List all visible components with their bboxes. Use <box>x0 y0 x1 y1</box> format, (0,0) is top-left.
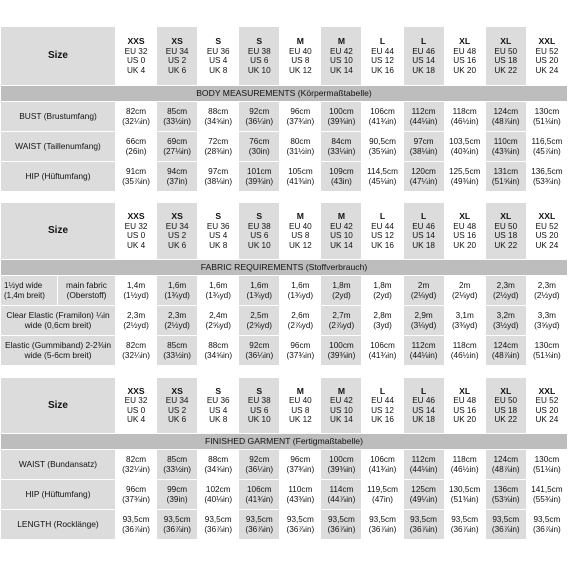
value-cell: 136,5cm (53¾in) <box>526 162 567 192</box>
size-header-label: Size <box>1 378 116 434</box>
value-cell: 118cm (46½in) <box>444 450 485 480</box>
fabric-section-title: FABRIC REQUIREMENTS (Stoffverbrauch) <box>1 260 568 276</box>
value-cell: 1,6m (1¾yd) <box>157 276 198 306</box>
value-cell: 99cm (39in) <box>157 480 198 510</box>
row-label: HIP (Hüftumfang) <box>1 162 116 192</box>
value-cell: 97cm (38⅛in) <box>403 132 444 162</box>
table-row <box>1 510 568 540</box>
value-cell: 93,5cm (36⅞in) <box>198 510 239 540</box>
size-header-row <box>1 203 568 260</box>
row-label: Clear Elastic (Framilon) ¼in wide (0,6cm breit) <box>1 306 116 336</box>
value-cell: 96cm (37¾in) <box>280 102 321 132</box>
size-col-7: L EU 46 US 14 UK 18 <box>403 27 444 86</box>
value-cell: 92cm (36¼in) <box>239 336 280 366</box>
value-cell: 93,5cm (36⅞in) <box>362 510 403 540</box>
value-cell: 130cm (51⅛in) <box>526 102 567 132</box>
value-cell: 119,5cm (47in) <box>362 480 403 510</box>
value-cell: 88cm (34⅝in) <box>198 336 239 366</box>
value-cell: 2,3m (2½yd) <box>485 276 526 306</box>
size-col-2: S EU 36 US 4 UK 8 <box>198 378 239 434</box>
table-row <box>1 306 568 336</box>
value-cell: 76cm (30in) <box>239 132 280 162</box>
value-cell: 96cm (37¾in) <box>280 450 321 480</box>
value-cell: 85cm (33½in) <box>157 102 198 132</box>
value-cell: 106cm (41¾in) <box>362 336 403 366</box>
table-row <box>1 450 568 480</box>
size-col-4: M EU 40 US 8 UK 12 <box>280 27 321 86</box>
value-cell: 112cm (44⅛in) <box>403 450 444 480</box>
row-label: Elastic (Gummiband) 2-2⅜in wide (5-6cm breit) <box>1 336 116 366</box>
size-col-3: S EU 38 US 6 UK 10 <box>239 27 280 86</box>
value-cell: 125cm (49¼in) <box>403 480 444 510</box>
value-cell: 93,5cm (36⅞in) <box>116 510 157 540</box>
value-cell: 130cm (51⅛in) <box>526 450 567 480</box>
row-label: LENGTH (Rocklänge) <box>1 510 116 540</box>
value-cell: 1,8m (2yd) <box>321 276 362 306</box>
size-col-9: XL EU 50 US 18 UK 22 <box>485 378 526 434</box>
value-cell: 2m (2⅛yd) <box>444 276 485 306</box>
size-col-5: M EU 42 US 10 UK 14 <box>321 378 362 434</box>
value-cell: 114,5cm (45⅛in) <box>362 162 403 192</box>
value-cell: 93,5cm (36⅞in) <box>485 510 526 540</box>
value-cell: 66cm (26in) <box>116 132 157 162</box>
value-cell: 93,5cm (36⅞in) <box>239 510 280 540</box>
value-cell: 2m (2⅛yd) <box>403 276 444 306</box>
value-cell: 130cm (51⅛in) <box>526 336 567 366</box>
value-cell: 100cm (39⅜in) <box>321 102 362 132</box>
value-cell: 100cm (39⅜in) <box>321 336 362 366</box>
value-cell: 80cm (31½in) <box>280 132 321 162</box>
table-row <box>1 276 568 306</box>
table-row <box>1 102 568 132</box>
fabric-requirements-table <box>0 202 568 366</box>
value-cell: 92cm (36¼in) <box>239 450 280 480</box>
value-cell: 1,6m (1¾yd) <box>280 276 321 306</box>
value-cell: 120cm (47¼in) <box>403 162 444 192</box>
size-col-0: XXS EU 32 US 0 UK 4 <box>116 378 157 434</box>
size-col-9: XL EU 50 US 18 UK 22 <box>485 27 526 86</box>
value-cell: 2,5m (2⅝yd) <box>239 306 280 336</box>
size-header-label: Size <box>1 203 116 260</box>
value-cell: 118cm (46½in) <box>444 336 485 366</box>
value-cell: 118cm (46½in) <box>444 102 485 132</box>
value-cell: 131cm (51⅝in) <box>485 162 526 192</box>
value-cell: 85cm (33½in) <box>157 450 198 480</box>
size-col-6: L EU 44 US 12 UK 16 <box>362 203 403 260</box>
section-title-row <box>1 260 568 276</box>
value-cell: 82cm (32¼in) <box>116 336 157 366</box>
value-cell: 2,4m (2⅝yd) <box>198 306 239 336</box>
size-col-0: XXS EU 32 US 0 UK 4 <box>116 27 157 86</box>
value-cell: 1,8m (2yd) <box>362 276 403 306</box>
finished-section-title: FINISHED GARMENT (Fertigmaßtabelle) <box>1 434 568 450</box>
size-col-1: XS EU 34 US 2 UK 6 <box>157 378 198 434</box>
value-cell: 103,5cm (40¾in) <box>444 132 485 162</box>
body-section-title: BODY MEASUREMENTS (Körpermaßtabelle) <box>1 86 568 102</box>
row-label: BUST (Brustumfang) <box>1 102 116 132</box>
size-col-10: XXL EU 52 US 20 UK 24 <box>526 203 567 260</box>
value-cell: 2,3m (2½yd) <box>526 276 567 306</box>
value-cell: 130,5cm (51⅜in) <box>444 480 485 510</box>
size-col-10: XXL EU 52 US 20 UK 24 <box>526 378 567 434</box>
value-cell: 112cm (44⅛in) <box>403 102 444 132</box>
value-cell: 90,5cm (35⅝in) <box>362 132 403 162</box>
size-col-3: S EU 38 US 6 UK 10 <box>239 203 280 260</box>
value-cell: 69cm (27⅛in) <box>157 132 198 162</box>
value-cell: 102cm (40⅛in) <box>198 480 239 510</box>
value-cell: 110cm (43⅜in) <box>485 132 526 162</box>
size-col-4: M EU 40 US 8 UK 12 <box>280 203 321 260</box>
size-col-9: XL EU 50 US 18 UK 22 <box>485 203 526 260</box>
size-col-8: XL EU 48 US 16 UK 20 <box>444 203 485 260</box>
value-cell: 136cm (53⅝in) <box>485 480 526 510</box>
value-cell: 93,5cm (36⅞in) <box>444 510 485 540</box>
row-label: HIP (Hüftumfang) <box>1 480 116 510</box>
value-cell: 100cm (39⅜in) <box>321 450 362 480</box>
size-col-8: XL EU 48 US 16 UK 20 <box>444 27 485 86</box>
size-col-2: S EU 36 US 4 UK 8 <box>198 203 239 260</box>
size-col-7: L EU 46 US 14 UK 18 <box>403 378 444 434</box>
size-col-8: XL EU 48 US 16 UK 20 <box>444 378 485 434</box>
size-col-4: M EU 40 US 8 UK 12 <box>280 378 321 434</box>
value-cell: 125,5cm (49⅜in) <box>444 162 485 192</box>
value-cell: 3,3m (3⅝yd) <box>526 306 567 336</box>
row-sublabel: main fabric (Oberstoff) <box>58 276 116 306</box>
value-cell: 106cm (41¾in) <box>239 480 280 510</box>
size-col-1: XS EU 34 US 2 UK 6 <box>157 27 198 86</box>
size-header-row <box>1 378 568 434</box>
size-col-5: M EU 42 US 10 UK 14 <box>321 27 362 86</box>
size-col-6: L EU 44 US 12 UK 16 <box>362 27 403 86</box>
section-title-row <box>1 86 568 102</box>
row-label: 1½yd wide (1,4m breit) <box>1 276 58 306</box>
value-cell: 3,1m (3⅜yd) <box>444 306 485 336</box>
size-col-3: S EU 38 US 6 UK 10 <box>239 378 280 434</box>
value-cell: 1,4m (1½yd) <box>116 276 157 306</box>
value-cell: 105cm (41⅜in) <box>280 162 321 192</box>
value-cell: 93,5cm (36⅞in) <box>280 510 321 540</box>
value-cell: 96cm (37¾in) <box>116 480 157 510</box>
size-header-label: Size <box>1 27 116 86</box>
size-col-10: XXL EU 52 US 20 UK 24 <box>526 27 567 86</box>
value-cell: 93,5cm (36⅞in) <box>157 510 198 540</box>
size-col-1: XS EU 34 US 2 UK 6 <box>157 203 198 260</box>
value-cell: 96cm (37¾in) <box>280 336 321 366</box>
value-cell: 82cm (32¼in) <box>116 450 157 480</box>
value-cell: 3,2m (3½yd) <box>485 306 526 336</box>
size-col-2: S EU 36 US 4 UK 8 <box>198 27 239 86</box>
size-col-7: L EU 46 US 14 UK 18 <box>403 203 444 260</box>
table-row <box>1 162 568 192</box>
section-title-row <box>1 434 568 450</box>
value-cell: 114cm (44⅞in) <box>321 480 362 510</box>
table-row <box>1 132 568 162</box>
table-row <box>1 480 568 510</box>
value-cell: 92cm (36¼in) <box>239 102 280 132</box>
row-label: WAIST (Bundansatz) <box>1 450 116 480</box>
value-cell: 97cm (38⅛in) <box>198 162 239 192</box>
value-cell: 88cm (34⅝in) <box>198 450 239 480</box>
value-cell: 1,6m (1¾yd) <box>198 276 239 306</box>
value-cell: 93,5cm (36⅞in) <box>526 510 567 540</box>
size-col-6: L EU 44 US 12 UK 16 <box>362 378 403 434</box>
size-col-5: M EU 42 US 10 UK 14 <box>321 203 362 260</box>
value-cell: 109cm (43in) <box>321 162 362 192</box>
value-cell: 93,5cm (36⅞in) <box>403 510 444 540</box>
size-header-row <box>1 27 568 86</box>
value-cell: 84cm (33⅛in) <box>321 132 362 162</box>
value-cell: 124cm (48⅞in) <box>485 102 526 132</box>
value-cell: 72cm (28⅜in) <box>198 132 239 162</box>
value-cell: 2,3m (2½yd) <box>116 306 157 336</box>
value-cell: 141,5cm (55¾in) <box>526 480 567 510</box>
value-cell: 112cm (44⅛in) <box>403 336 444 366</box>
value-cell: 116,5cm (45⅞in) <box>526 132 567 162</box>
value-cell: 85cm (33½in) <box>157 336 198 366</box>
value-cell: 124cm (48⅞in) <box>485 336 526 366</box>
value-cell: 2,6m (2⅞yd) <box>280 306 321 336</box>
value-cell: 2,3m (2½yd) <box>157 306 198 336</box>
value-cell: 91cm (35⅞in) <box>116 162 157 192</box>
value-cell: 94cm (37in) <box>157 162 198 192</box>
value-cell: 1,6m (1¾yd) <box>239 276 280 306</box>
value-cell: 110cm (43⅜in) <box>280 480 321 510</box>
value-cell: 2,8m (3yd) <box>362 306 403 336</box>
value-cell: 82cm (32¼in) <box>116 102 157 132</box>
table-row <box>1 336 568 366</box>
value-cell: 2,9m (3⅛yd) <box>403 306 444 336</box>
value-cell: 106cm (41¾in) <box>362 102 403 132</box>
value-cell: 124cm (48⅞in) <box>485 450 526 480</box>
body-measurements-table <box>0 26 568 192</box>
size-col-0: XXS EU 32 US 0 UK 4 <box>116 203 157 260</box>
value-cell: 106cm (41¾in) <box>362 450 403 480</box>
value-cell: 93,5cm (36⅞in) <box>321 510 362 540</box>
value-cell: 88cm (34⅝in) <box>198 102 239 132</box>
finished-garment-table <box>0 377 568 540</box>
row-label: WAIST (Taillenumfang) <box>1 132 116 162</box>
value-cell: 2,7m (2⅞yd) <box>321 306 362 336</box>
value-cell: 101cm (39¾in) <box>239 162 280 192</box>
